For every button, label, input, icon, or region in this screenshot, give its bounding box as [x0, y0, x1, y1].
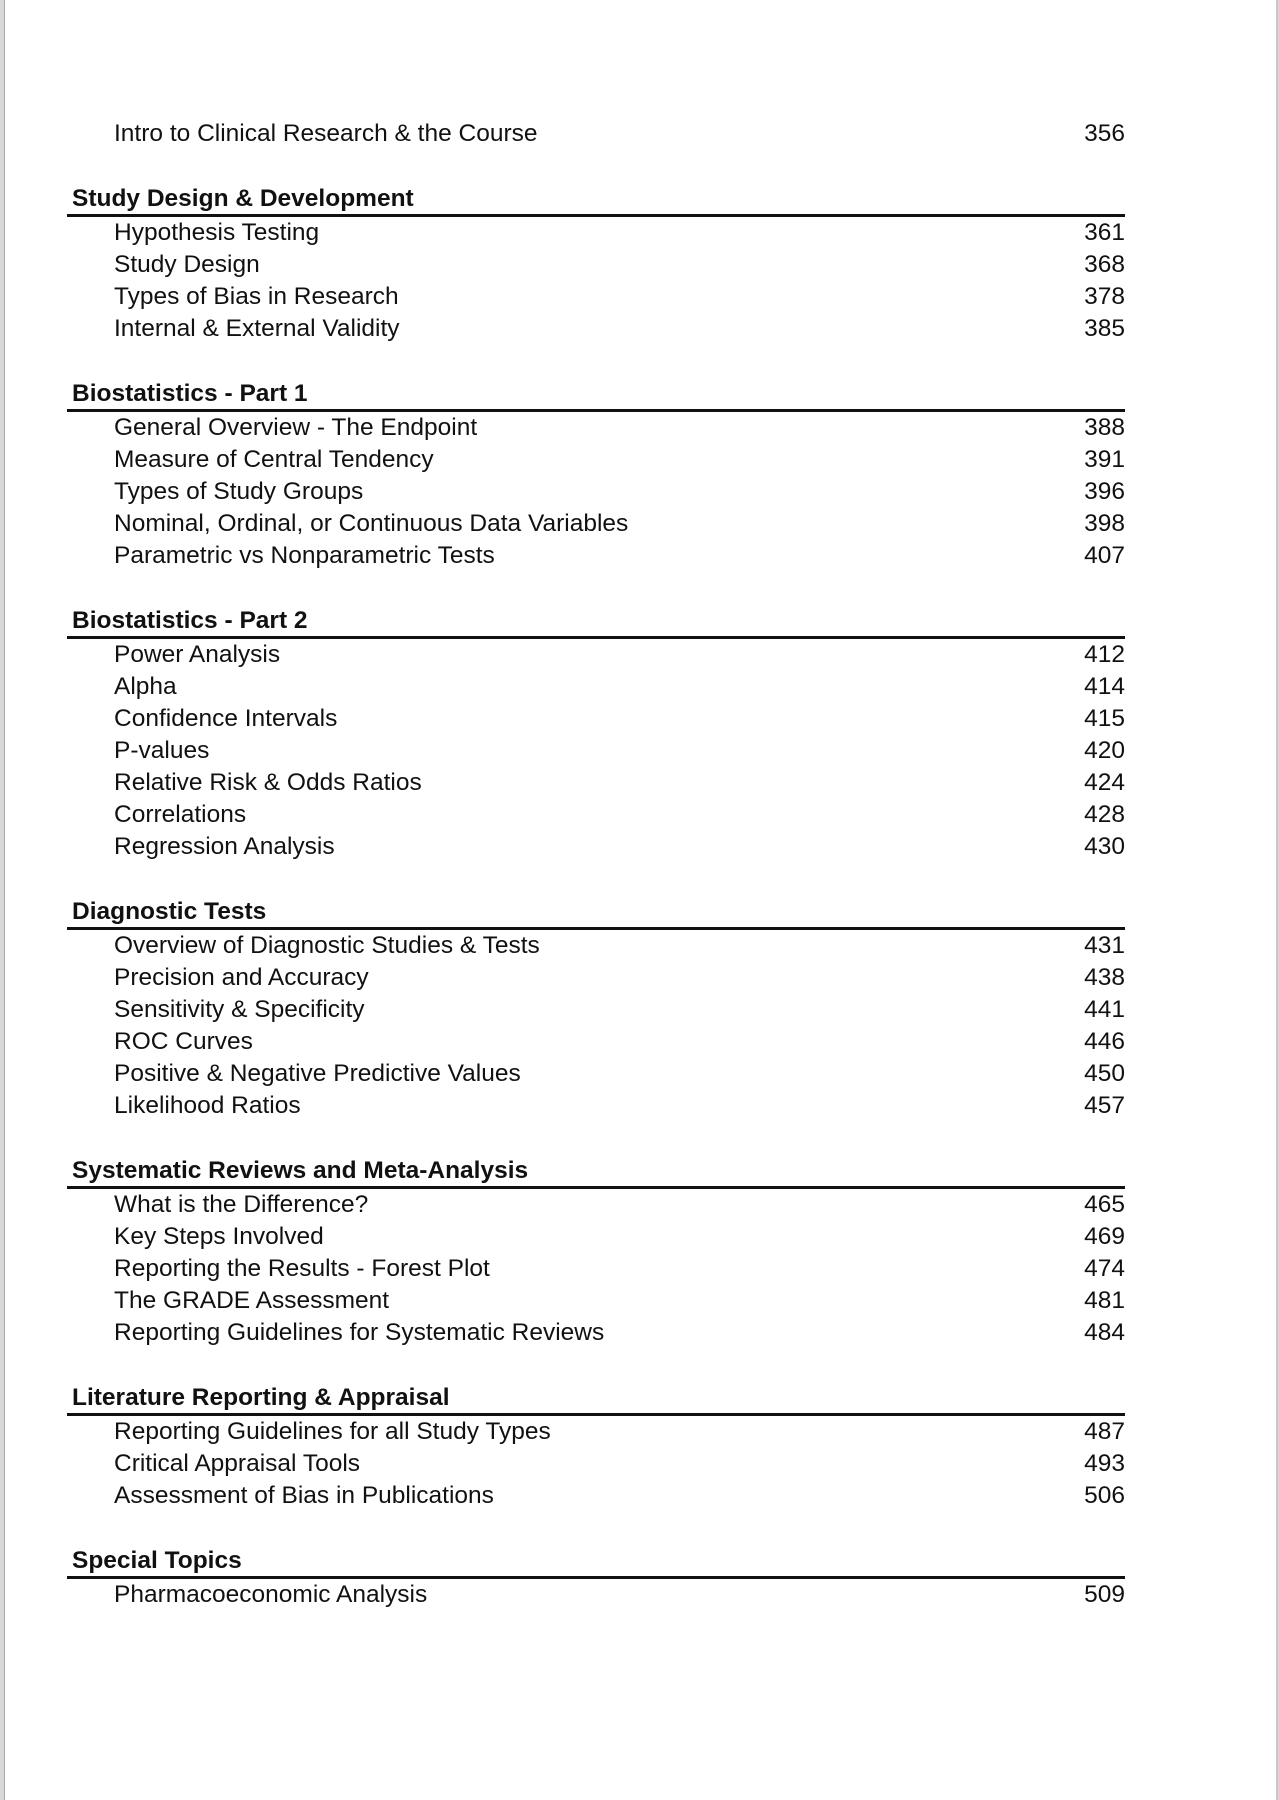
toc-entry-label: Correlations	[114, 801, 247, 828]
toc-entry-page-number: 428	[1084, 801, 1125, 828]
toc-entry-label: Relative Risk & Odds Ratios	[114, 769, 422, 796]
toc-entry-label: Measure of Central Tendency	[114, 446, 434, 473]
toc-entry[interactable]	[67, 1416, 1125, 1448]
toc-section-heading: Special Topics	[67, 1544, 1125, 1579]
toc-entry-page-number: 414	[1084, 673, 1125, 700]
toc-entry-label: Key Steps Involved	[114, 1223, 324, 1250]
toc-entry-page-number: 446	[1084, 1028, 1125, 1055]
toc-entry[interactable]	[67, 1579, 1125, 1611]
toc-entry[interactable]	[67, 540, 1125, 572]
toc-entry[interactable]	[67, 930, 1125, 962]
toc-entry[interactable]	[67, 249, 1125, 281]
table-of-contents	[67, 118, 1125, 1611]
toc-section-heading: Diagnostic Tests	[67, 895, 1125, 930]
toc-entry-page-number: 509	[1084, 1581, 1125, 1608]
toc-section-heading: Biostatistics - Part 1	[67, 377, 1125, 412]
toc-entry-page-number: 398	[1084, 510, 1125, 537]
toc-entry-label: Types of Bias in Research	[114, 283, 399, 310]
toc-entry[interactable]	[67, 1317, 1125, 1349]
toc-section-entries	[67, 930, 1125, 1122]
toc-entry-label: Alpha	[114, 673, 177, 700]
toc-entry-page-number: 457	[1084, 1092, 1125, 1119]
toc-section-entries	[67, 412, 1125, 572]
toc-section	[67, 1544, 1125, 1611]
toc-entry-label: General Overview - The Endpoint	[114, 414, 478, 441]
toc-sections	[67, 182, 1125, 1611]
toc-entry[interactable]	[67, 703, 1125, 735]
toc-entry-page-number: 407	[1084, 542, 1125, 569]
toc-section-heading: Study Design & Development	[67, 182, 1125, 217]
toc-entry-page-number: 431	[1084, 932, 1125, 959]
toc-entry-label: Nominal, Ordinal, or Continuous Data Variables	[114, 510, 629, 537]
toc-entry-label: P-values	[114, 737, 210, 764]
toc-entry[interactable]	[67, 281, 1125, 313]
toc-entry-intro[interactable]	[67, 118, 1125, 150]
toc-entry-label: Study Design	[114, 251, 260, 278]
toc-entry-label: Intro to Clinical Research & the Course	[114, 120, 538, 147]
toc-entry-label: Overview of Diagnostic Studies & Tests	[114, 932, 540, 959]
toc-entry[interactable]	[67, 671, 1125, 703]
toc-entry-page-number: 493	[1084, 1450, 1125, 1477]
toc-entry-page-number: 412	[1084, 641, 1125, 668]
toc-section	[67, 604, 1125, 863]
toc-entry-label: Reporting Guidelines for Systematic Reviews	[114, 1319, 605, 1346]
toc-entry-page-number: 487	[1084, 1418, 1125, 1445]
toc-entry-page-number: 361	[1084, 219, 1125, 246]
toc-entry[interactable]	[67, 799, 1125, 831]
toc-entry-page-number: 420	[1084, 737, 1125, 764]
toc-section	[67, 182, 1125, 345]
toc-entry[interactable]	[67, 767, 1125, 799]
toc-entry-label: Assessment of Bias in Publications	[114, 1482, 494, 1509]
toc-entry-page-number: 450	[1084, 1060, 1125, 1087]
toc-entry-label: Sensitivity & Specificity	[114, 996, 365, 1023]
document-page	[4, 0, 1278, 1800]
toc-section	[67, 1154, 1125, 1349]
toc-section-heading: Literature Reporting & Appraisal	[67, 1381, 1125, 1416]
toc-entry[interactable]	[67, 994, 1125, 1026]
toc-entry[interactable]	[67, 1189, 1125, 1221]
toc-section-entries	[67, 1189, 1125, 1349]
toc-entry-label: Regression Analysis	[114, 833, 335, 860]
toc-entry-label: Hypothesis Testing	[114, 219, 320, 246]
toc-entry-page-number: 368	[1084, 251, 1125, 278]
toc-entry-label: Internal & External Validity	[114, 315, 400, 342]
toc-entry-label: Reporting the Results - Forest Plot	[114, 1255, 490, 1282]
toc-entry-page-number: 396	[1084, 478, 1125, 505]
toc-entry[interactable]	[67, 1090, 1125, 1122]
toc-entry-page-number: 424	[1084, 769, 1125, 796]
toc-section-entries	[67, 639, 1125, 863]
toc-entry-label: Critical Appraisal Tools	[114, 1450, 361, 1477]
toc-entry-page-number: 474	[1084, 1255, 1125, 1282]
toc-section-heading: Biostatistics - Part 2	[67, 604, 1125, 639]
toc-section	[67, 1381, 1125, 1512]
toc-entry-page-number: 438	[1084, 964, 1125, 991]
toc-entry-label: Likelihood Ratios	[114, 1092, 301, 1119]
toc-section-entries	[67, 1579, 1125, 1611]
toc-entry[interactable]	[67, 1448, 1125, 1480]
toc-entry[interactable]	[67, 508, 1125, 540]
toc-entry[interactable]	[67, 1285, 1125, 1317]
toc-entry-label: Types of Study Groups	[114, 478, 364, 505]
toc-entry-label: What is the Difference?	[114, 1191, 369, 1218]
toc-entry[interactable]	[67, 217, 1125, 249]
toc-section-heading: Systematic Reviews and Meta-Analysis	[67, 1154, 1125, 1189]
toc-entry-label: Parametric vs Nonparametric Tests	[114, 542, 495, 569]
toc-entry[interactable]	[67, 313, 1125, 345]
toc-section-entries	[67, 1416, 1125, 1512]
toc-entry[interactable]	[67, 1253, 1125, 1285]
toc-entry[interactable]	[67, 962, 1125, 994]
toc-entry-page-number: 469	[1084, 1223, 1125, 1250]
toc-entry-label: ROC Curves	[114, 1028, 253, 1055]
toc-entry[interactable]	[67, 444, 1125, 476]
toc-entry-page-number: 391	[1084, 446, 1125, 473]
toc-entry-label: The GRADE Assessment	[114, 1287, 390, 1314]
toc-entry-page-number: 465	[1084, 1191, 1125, 1218]
toc-entry-label: Pharmacoeconomic Analysis	[114, 1581, 428, 1608]
toc-entry[interactable]	[67, 412, 1125, 444]
toc-entry[interactable]	[67, 1026, 1125, 1058]
toc-entry-label: Precision and Accuracy	[114, 964, 369, 991]
toc-entry[interactable]	[67, 639, 1125, 671]
toc-entry-page-number: 378	[1084, 283, 1125, 310]
toc-section-entries	[67, 217, 1125, 345]
toc-entry-page-number: 430	[1084, 833, 1125, 860]
toc-entry-page-number: 385	[1084, 315, 1125, 342]
page-scroll-edge	[1276, 0, 1278, 1800]
toc-entry[interactable]	[67, 735, 1125, 767]
toc-entry-page-number: 484	[1084, 1319, 1125, 1346]
toc-entry[interactable]	[67, 1058, 1125, 1090]
toc-entry-label: Positive & Negative Predictive Values	[114, 1060, 521, 1087]
toc-entry[interactable]	[67, 1480, 1125, 1512]
toc-section	[67, 377, 1125, 572]
toc-entry-page-number: 481	[1084, 1287, 1125, 1314]
toc-entry-label: Power Analysis	[114, 641, 281, 668]
toc-section	[67, 895, 1125, 1122]
toc-entry-page-number: 506	[1084, 1482, 1125, 1509]
toc-entry-label: Reporting Guidelines for all Study Types	[114, 1418, 551, 1445]
toc-entry[interactable]	[67, 476, 1125, 508]
toc-entry-page-number: 388	[1084, 414, 1125, 441]
toc-entry[interactable]	[67, 831, 1125, 863]
toc-entry-page-number: 441	[1084, 996, 1125, 1023]
toc-entry-page-number: 415	[1084, 705, 1125, 732]
toc-entry-page-number: 356	[1084, 120, 1125, 147]
toc-entry[interactable]	[67, 1221, 1125, 1253]
toc-entry-label: Confidence Intervals	[114, 705, 338, 732]
